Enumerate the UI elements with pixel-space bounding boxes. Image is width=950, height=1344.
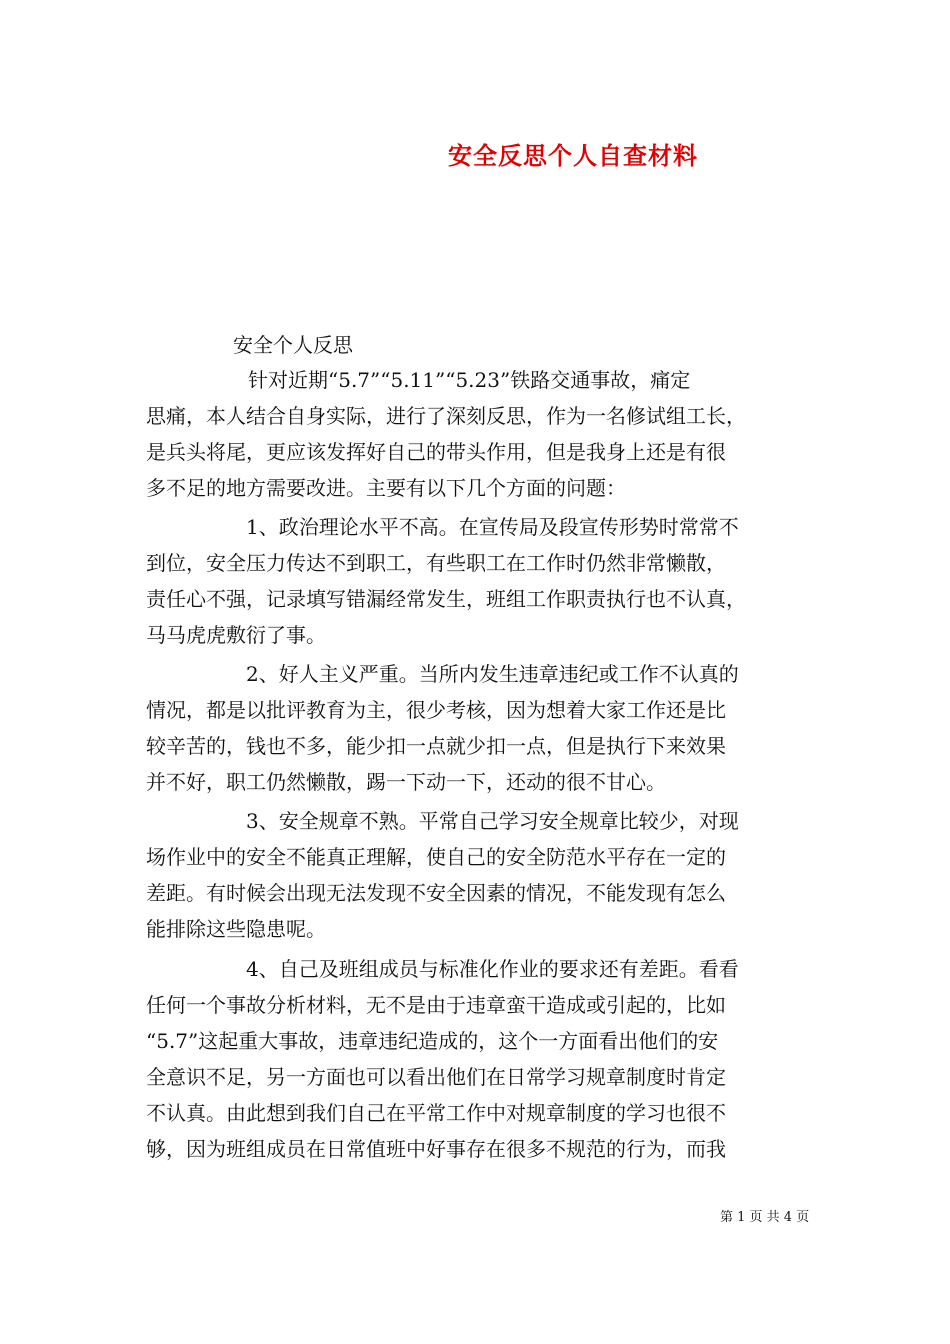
paragraph-line: 3、安全规章不熟。平常自己学习安全规章比较少，对现 bbox=[246, 809, 739, 833]
paragraph-line: 不认真。由此想到我们自己在平常工作中对规章制度的学习也很不 bbox=[146, 1101, 726, 1125]
paragraph-line: 马马虎虎敷衍了事。 bbox=[146, 623, 326, 647]
paragraph-line: 够，因为班组成员在日常值班中好事存在很多不规范的行为，而我 bbox=[146, 1137, 726, 1161]
paragraph-line: 能排除这些隐患呢。 bbox=[146, 917, 326, 941]
paragraph-line: 差距。有时候会出现无法发现不安全因素的情况，不能发现有怎么 bbox=[146, 881, 726, 905]
paragraph-line: 到位，安全压力传达不到职工，有些职工在工作时仍然非常懒散， bbox=[146, 551, 726, 575]
paragraph-line: 针对近期“5.7”“5.11”“5.23”铁路交通事故，痛定 bbox=[248, 368, 691, 392]
section-subtitle: 安全个人反思 bbox=[233, 333, 353, 357]
paragraph-line: 思痛，本人结合自身实际，进行了深刻反思，作为一名修试组工长， bbox=[146, 404, 746, 428]
paragraph-line: 较辛苦的，钱也不多，能少扣一点就少扣一点，但是执行下来效果 bbox=[146, 734, 726, 758]
paragraph-line: 任何一个事故分析材料，无不是由于违章蛮干造成或引起的，比如 bbox=[146, 993, 726, 1017]
paragraph-line: 责任心不强，记录填写错漏经常发生，班组工作职责执行也不认真， bbox=[146, 587, 746, 611]
paragraph-line: 1、政治理论水平不高。在宣传局及段宣传形势时常常不 bbox=[246, 515, 739, 539]
paragraph-line: 2、好人主义严重。当所内发生违章违纪或工作不认真的 bbox=[246, 662, 739, 686]
paragraph-line: 情况，都是以批评教育为主，很少考核，因为想着大家工作还是比 bbox=[146, 698, 726, 722]
paragraph-line: 多不足的地方需要改进。主要有以下几个方面的问题： bbox=[146, 476, 626, 500]
page-number-footer: 第 1 页 共 4 页 bbox=[720, 1210, 810, 1225]
paragraph-line: 场作业中的安全不能真正理解，使自己的安全防范水平存在一定的 bbox=[146, 845, 726, 869]
paragraph-line: 全意识不足，另一方面也可以看出他们在日常学习规章制度时肯定 bbox=[146, 1065, 726, 1089]
paragraph-line: 是兵头将尾，更应该发挥好自己的带头作用，但是我身上还是有很 bbox=[146, 440, 726, 464]
paragraph-line: 4、自己及班组成员与标准化作业的要求还有差距。看看 bbox=[246, 957, 739, 981]
paragraph-line: “5.7”这起重大事故，违章违纪造成的，这个一方面看出他们的安 bbox=[146, 1029, 719, 1053]
paragraph-line: 并不好，职工仍然懒散，踢一下动一下，还动的很不甘心。 bbox=[146, 770, 666, 794]
document-title: 安全反思个人自查材料 bbox=[448, 142, 698, 170]
